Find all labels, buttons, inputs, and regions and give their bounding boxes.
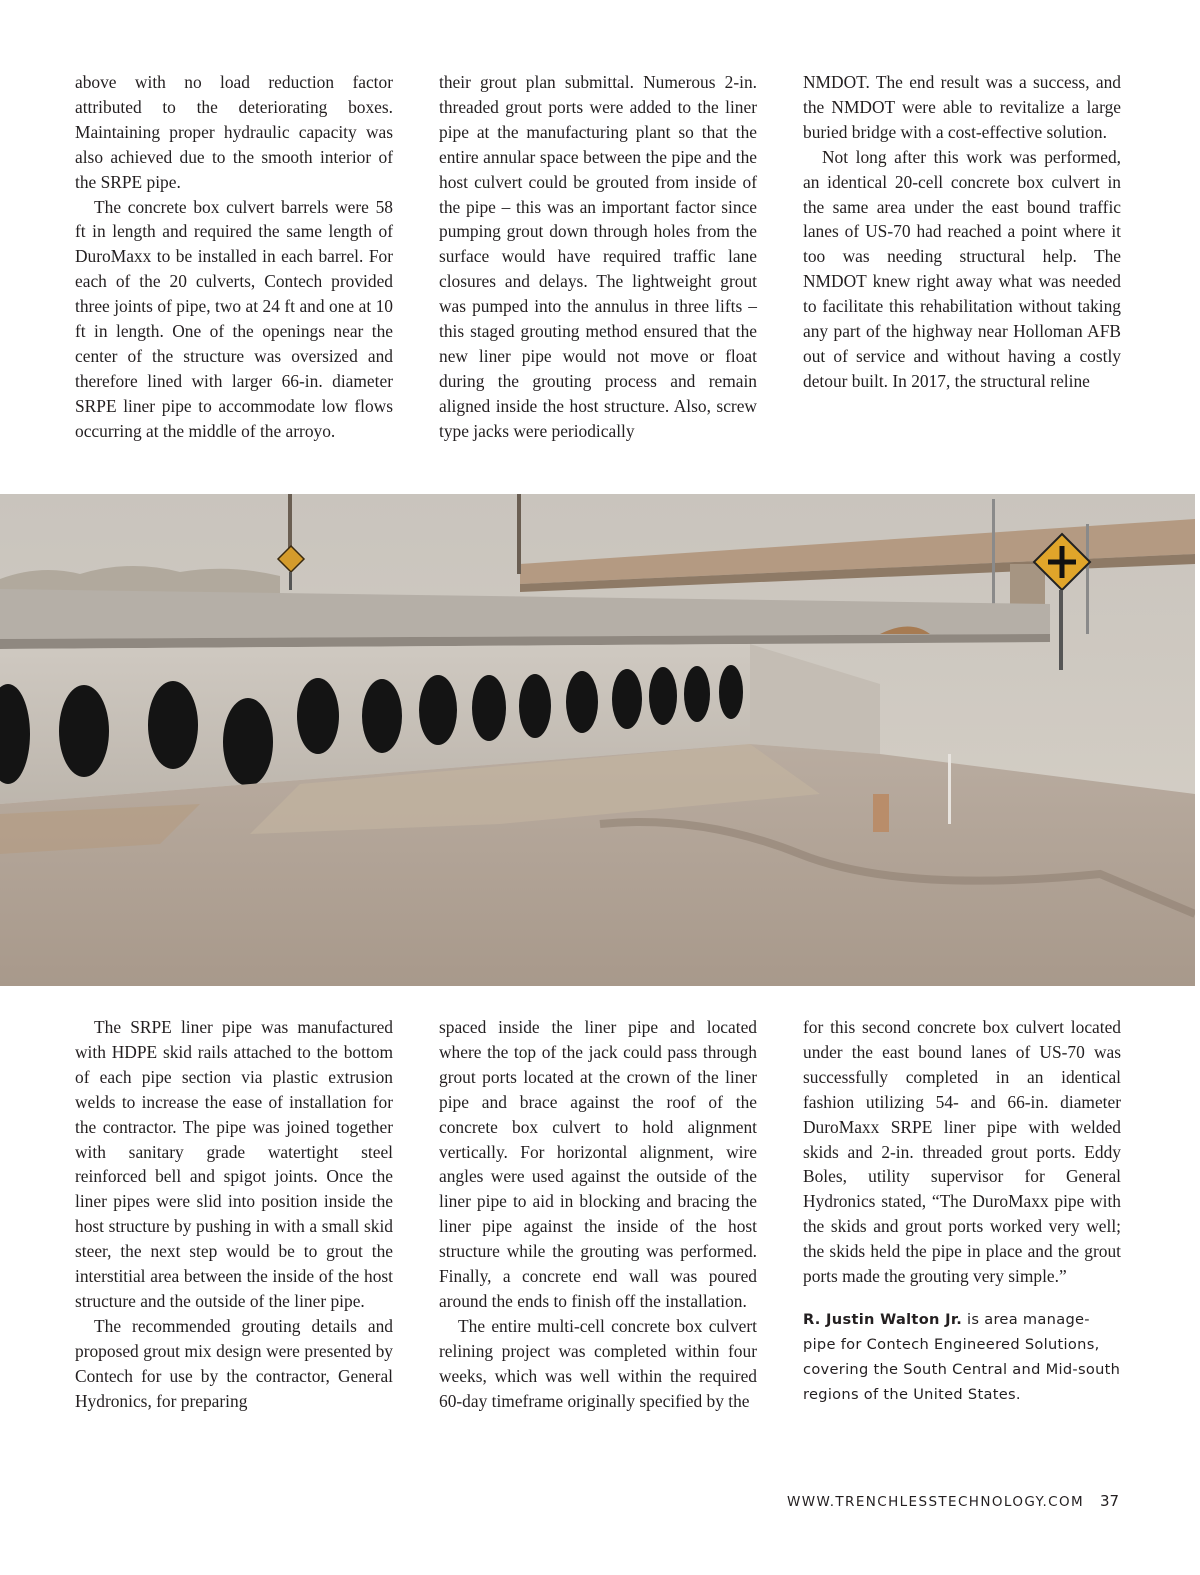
paragraph: above with no load reduction factor attributed to the deteriorating boxes. Maintaining proper hydraulic capacity was also achieved due to the smooth interior of the SRPE pipe. <box>75 72 393 192</box>
page-number: 37 <box>1100 1492 1120 1510</box>
column-top-3 <box>803 70 1121 394</box>
paragraph: their grout plan submittal. Numerous 2-in. threaded grout ports were added to the liner pipe at the manufacturing plant so that the entire annular space between the pipe and the host culvert could be grouted from inside of the pipe – this was an important factor since pumping grout down through holes from the surface would have required traffic lane closures and delays. The lightweight grout was pumped into the annulus in three lifts – this staged grouting method ensured that the new liner pipe would not move or float during the grouting process and remain aligned inside the host structure. Also, screw type jacks were periodically <box>439 72 757 441</box>
paragraph: The concrete box culvert barrels were 58 ft in length and required the same length of DuroMaxx to be installed in each barrel. For each of the 20 culverts, Contech provided three joints of pipe, two at 24 ft and one at 10 ft in length. One of the openings near the center of the structure was oversized and therefore lined with larger 66-in. diameter SRPE liner pipe to accommodate low flows occurring at the middle of the arroyo. <box>75 196 393 441</box>
paragraph: The SRPE liner pipe was manufactured with HDPE skid rails attached to the bottom of each pipe section via plastic extrusion welds to increase the ease of installation for the contractor. The pipe was joined together with sanitary grade watertight steel reinforced bell and spigot joints. Once the liner pipes were slid into position inside the host structure by pushing in with a small skid steer, the next step would be to grout the interstitial area between the inside of the host structure and the outside of the liner pipe. <box>75 1017 393 1311</box>
author-bio <box>803 1307 1121 1407</box>
column-top-2 <box>439 70 757 444</box>
column-bottom-2 <box>439 1015 757 1414</box>
author-bio-text: is area manage-pipe for Contech Engineered Solutions, covering the South Central and Mid-south regions of the United States. <box>803 1310 1121 1403</box>
culvert-photo <box>0 494 1195 986</box>
paragraph: The entire multi-cell concrete box culvert relining project was completed within four weeks, which was well within the required 60-day timeframe originally specified by the <box>439 1315 757 1411</box>
paragraph: Not long after this work was performed, an identical 20-cell concrete box culvert in the same area under the east bound traffic lanes of US-70 had reached a point where it too was needing structural help. The NMDOT knew right away what was needed to facilitate this rehabilitation without taking any part of the highway near Holloman AFB out of service and without having a costly detour built. In 2017, the structural reline <box>803 146 1121 391</box>
paragraph: The recommended grouting details and proposed grout mix design were presented by Contech for use by the contractor, General Hydronics, for preparing <box>75 1315 393 1411</box>
paragraph: for this second concrete box culvert located under the east bound lanes of US-70 was successfully completed in an identical fashion utilizing 54- and 66-in. diameter DuroMaxx SRPE liner pipe with welded skids and 2-in. threaded grout ports. Eddy Boles, utility supervisor for General Hydronics stated, “The DuroMaxx pipe with the skids and grout ports worked very well; the skids held the pipe in place and the grout ports made the grouting very simple.” <box>803 1017 1121 1287</box>
column-top-1 <box>75 70 393 444</box>
paragraph: NMDOT. The end result was a success, and the NMDOT were able to revitalize a large buried bridge with a cost-effective solution. <box>803 72 1121 142</box>
column-bottom-3 <box>803 1015 1121 1407</box>
footer-website: WWW.TRENCHLESSTECHNOLOGY.COM <box>787 1494 1085 1510</box>
column-bottom-1 <box>75 1015 393 1414</box>
author-name: R. Justin Walton Jr. <box>803 1310 963 1328</box>
paragraph: spaced inside the liner pipe and located where the top of the jack could pass through grout ports located at the crown of the liner pipe and brace against the roof of the concrete box culvert to hold alignment vertically. For horizontal alignment, wire angles were used against the outside of the liner pipe to aid in blocking and bracing the liner pipe against the inside of the host structure while the grouting was performed. Finally, a concrete end wall was poured around the ends to finish off the installation. <box>439 1017 757 1311</box>
